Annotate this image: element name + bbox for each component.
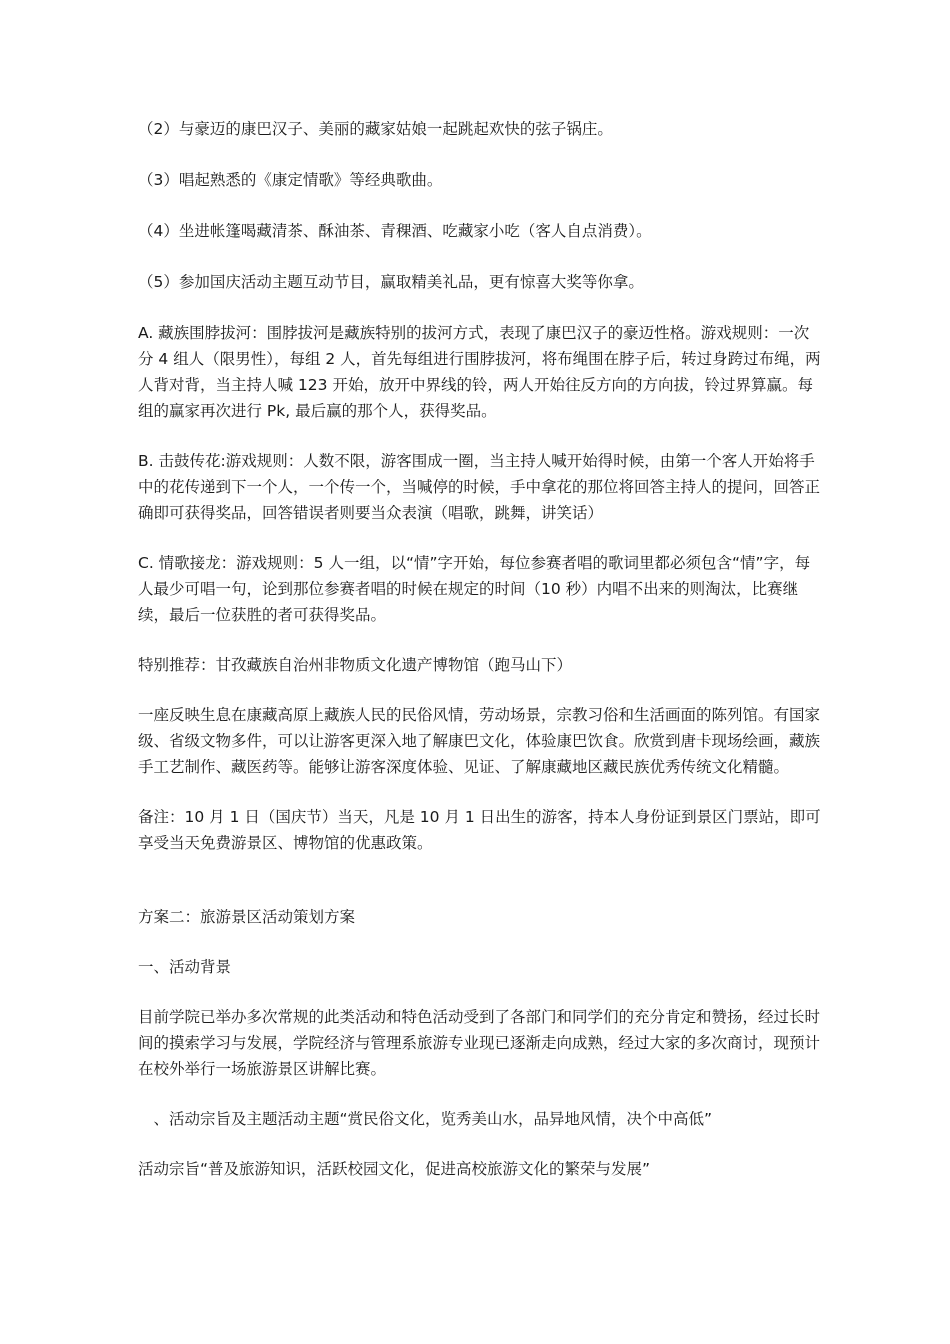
remarks-paragraph: 备注：10 月 1 日（国庆节）当天，凡是 10 月 1 日出生的游客，持本人身份证到景区门票站，即可享受当天免费游景区、博物馆的优惠政策。 bbox=[138, 808, 821, 852]
museum-description-paragraph: 一座反映生息在康藏高原上藏族人民的民俗风情，劳动场景，宗教习俗和生活画面的陈列馆。有国家级、省级文物多件，可以让游客更深入地了解康巴文化，体验康巴饮食。欣赏到唐卡现场绘画，藏族手工艺制作、藏医药等。能够让游客深度体验、见证、了解康藏地区藏民族优秀传统文化精髓。 bbox=[138, 706, 821, 776]
item-2-paragraph: （2）与豪迈的康巴汉子、美丽的藏家姑娘一起跳起欢快的弦子锅庄。 bbox=[138, 120, 613, 138]
purpose-paragraph: 活动宗旨“普及旅游知识，活跃校园文化，促进高校旅游文化的繁荣与发展” bbox=[138, 1160, 651, 1178]
game-b-paragraph: B. 击鼓传花:游戏规则：人数不限，游客围成一圈，当主持人喊开始得时候，由第一个客人开始将手中的花传递到下一个人，一个传一个，当喊停的时候，手中拿花的那位将回答主持人的提问，回答正确即可获得奖品，回答错误者则要当众表演（唱歌，跳舞，讲笑话） bbox=[138, 452, 821, 522]
background-heading: 一、活动背景 bbox=[138, 958, 232, 976]
item-3-paragraph: （3）唱起熟悉的《康定情歌》等经典歌曲。 bbox=[138, 171, 443, 189]
background-paragraph: 目前学院已举办多次常规的此类活动和特色活动受到了各部门和同学们的充分肯定和赞扬，经过长时间的摸索学习与发展，学院经济与管理系旅游专业现已逐渐走向成熟，经过大家的多次商讨，现预计在校外举行一场旅游景区讲解比赛。 bbox=[138, 1008, 821, 1078]
special-recommendation-paragraph: 特别推荐：甘孜藏族自治州非物质文化遗产博物馆（跑马山下） bbox=[138, 656, 573, 674]
document-body bbox=[138, 116, 824, 1182]
plan-two-heading: 方案二：旅游景区活动策划方案 bbox=[138, 908, 356, 926]
theme-paragraph: 、活动宗旨及主题活动主题“赏民俗文化，览秀美山水，品异地风情，决个中高低” bbox=[138, 1110, 713, 1128]
game-a-paragraph: A. 藏族围脖拔河：围脖拔河是藏族特别的拔河方式，表现了康巴汉子的豪迈性格。游戏规则：一次分 4 组人（限男性），每组 2 人，首先每组进行围脖拔河，将布绳围在脖子后，转过身跨过布绳，两人背对背，当主持人喊 123 开始，放开中界线的铃，两人开始往反方向的方向拔，铃过界算赢。每组的赢家再次进行 Pk, 最后赢的那个人，获得奖品。 bbox=[138, 324, 821, 420]
game-c-paragraph: C. 情歌接龙：游戏规则：5 人一组，以“情”字开始，每位参赛者唱的歌词里都必须包含“情”字，每人最少可唱一句，论到那位参赛者唱的时候在规定的时间（10 秒）内唱不出来的则淘汰，比赛继续，最后一位获胜的者可获得奖品。 bbox=[138, 554, 811, 624]
item-4-paragraph: （4）坐进帐篷喝藏清茶、酥油茶、青稞酒、吃藏家小吃（客人自点消费）。 bbox=[138, 222, 652, 240]
item-5-paragraph: （5）参加国庆活动主题互动节目，赢取精美礼品，更有惊喜大奖等你拿。 bbox=[138, 273, 644, 291]
